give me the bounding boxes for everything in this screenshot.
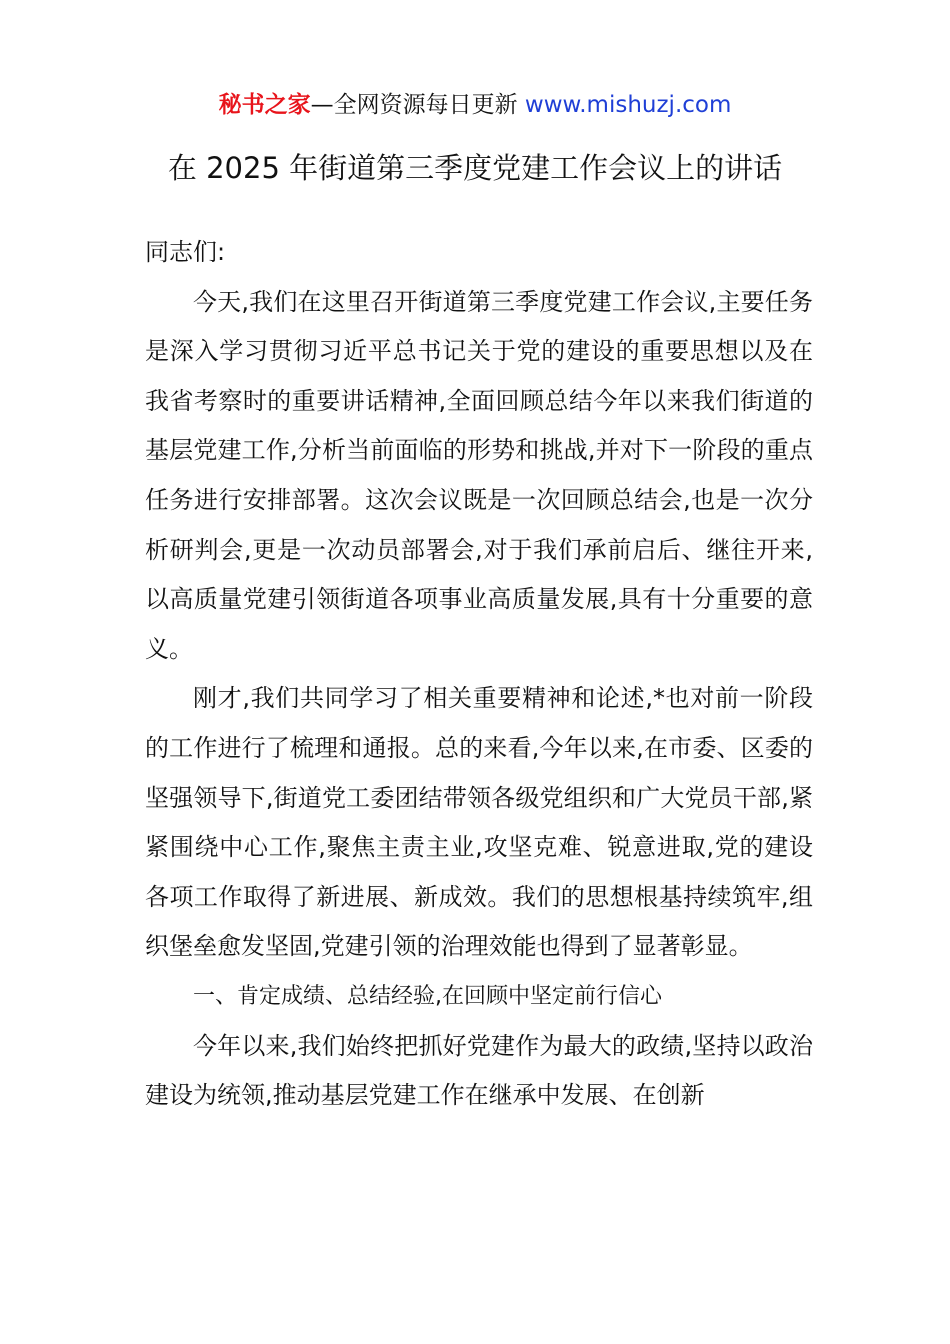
section-paragraph: 今年以来,我们始终把抓好党建作为最大的政绩,坚持以政治建设为统领,推动基层党建工作在继承中发展、在创新 — [145, 1031, 813, 1110]
paragraph-1: 今天,我们在这里召开街道第三季度党建工作会议,主要任务是深入学习贯彻习近平总书记关于党的建设的重要思想以及在我省考察时的重要讲话精神,全面回顾总结今年以来我们街道的基层党建工作,分析当前面临的形势和挑战,并对下一阶段的重点任务进行安排部署。这次会议既是一次回顾总结会,也是一次分析研判会,更是一次动员部署会,对于我们承前启后、继往开来,以高质量党建引领街道各项事业高质量发展,具有十分重要的意义。 — [145, 287, 813, 663]
site-url-link[interactable]: www.mishuzj.com — [524, 92, 732, 118]
document-title: 在 2025 年街道第三季度党建工作会议上的讲话 — [167, 151, 783, 185]
site-header — [0, 88, 950, 122]
section-heading: 一、肯定成绩、总结经验,在回顾中坚定前行信心 — [193, 983, 662, 1009]
site-tagline: —全网资源每日更新 — [310, 92, 518, 118]
salutation: 同志们: — [145, 238, 226, 266]
site-brand: 秘书之家 — [218, 92, 311, 118]
document-body — [145, 228, 813, 1121]
paragraph-2: 刚才,我们共同学习了相关重要精神和论述,*也对前一阶段的工作进行了梳理和通报。总的来看,今年以来,在市委、区委的坚强领导下,街道党工委团结带领各级党组织和广大党员干部,紧紧围绕中心工作,聚焦主责主业,攻坚克难、锐意进取,党的建设各项工作取得了新进展、新成效。我们的思想根基持续筑牢,组织堡垒愈发坚固,党建引领的治理效能也得到了显著彰显。 — [145, 684, 813, 961]
